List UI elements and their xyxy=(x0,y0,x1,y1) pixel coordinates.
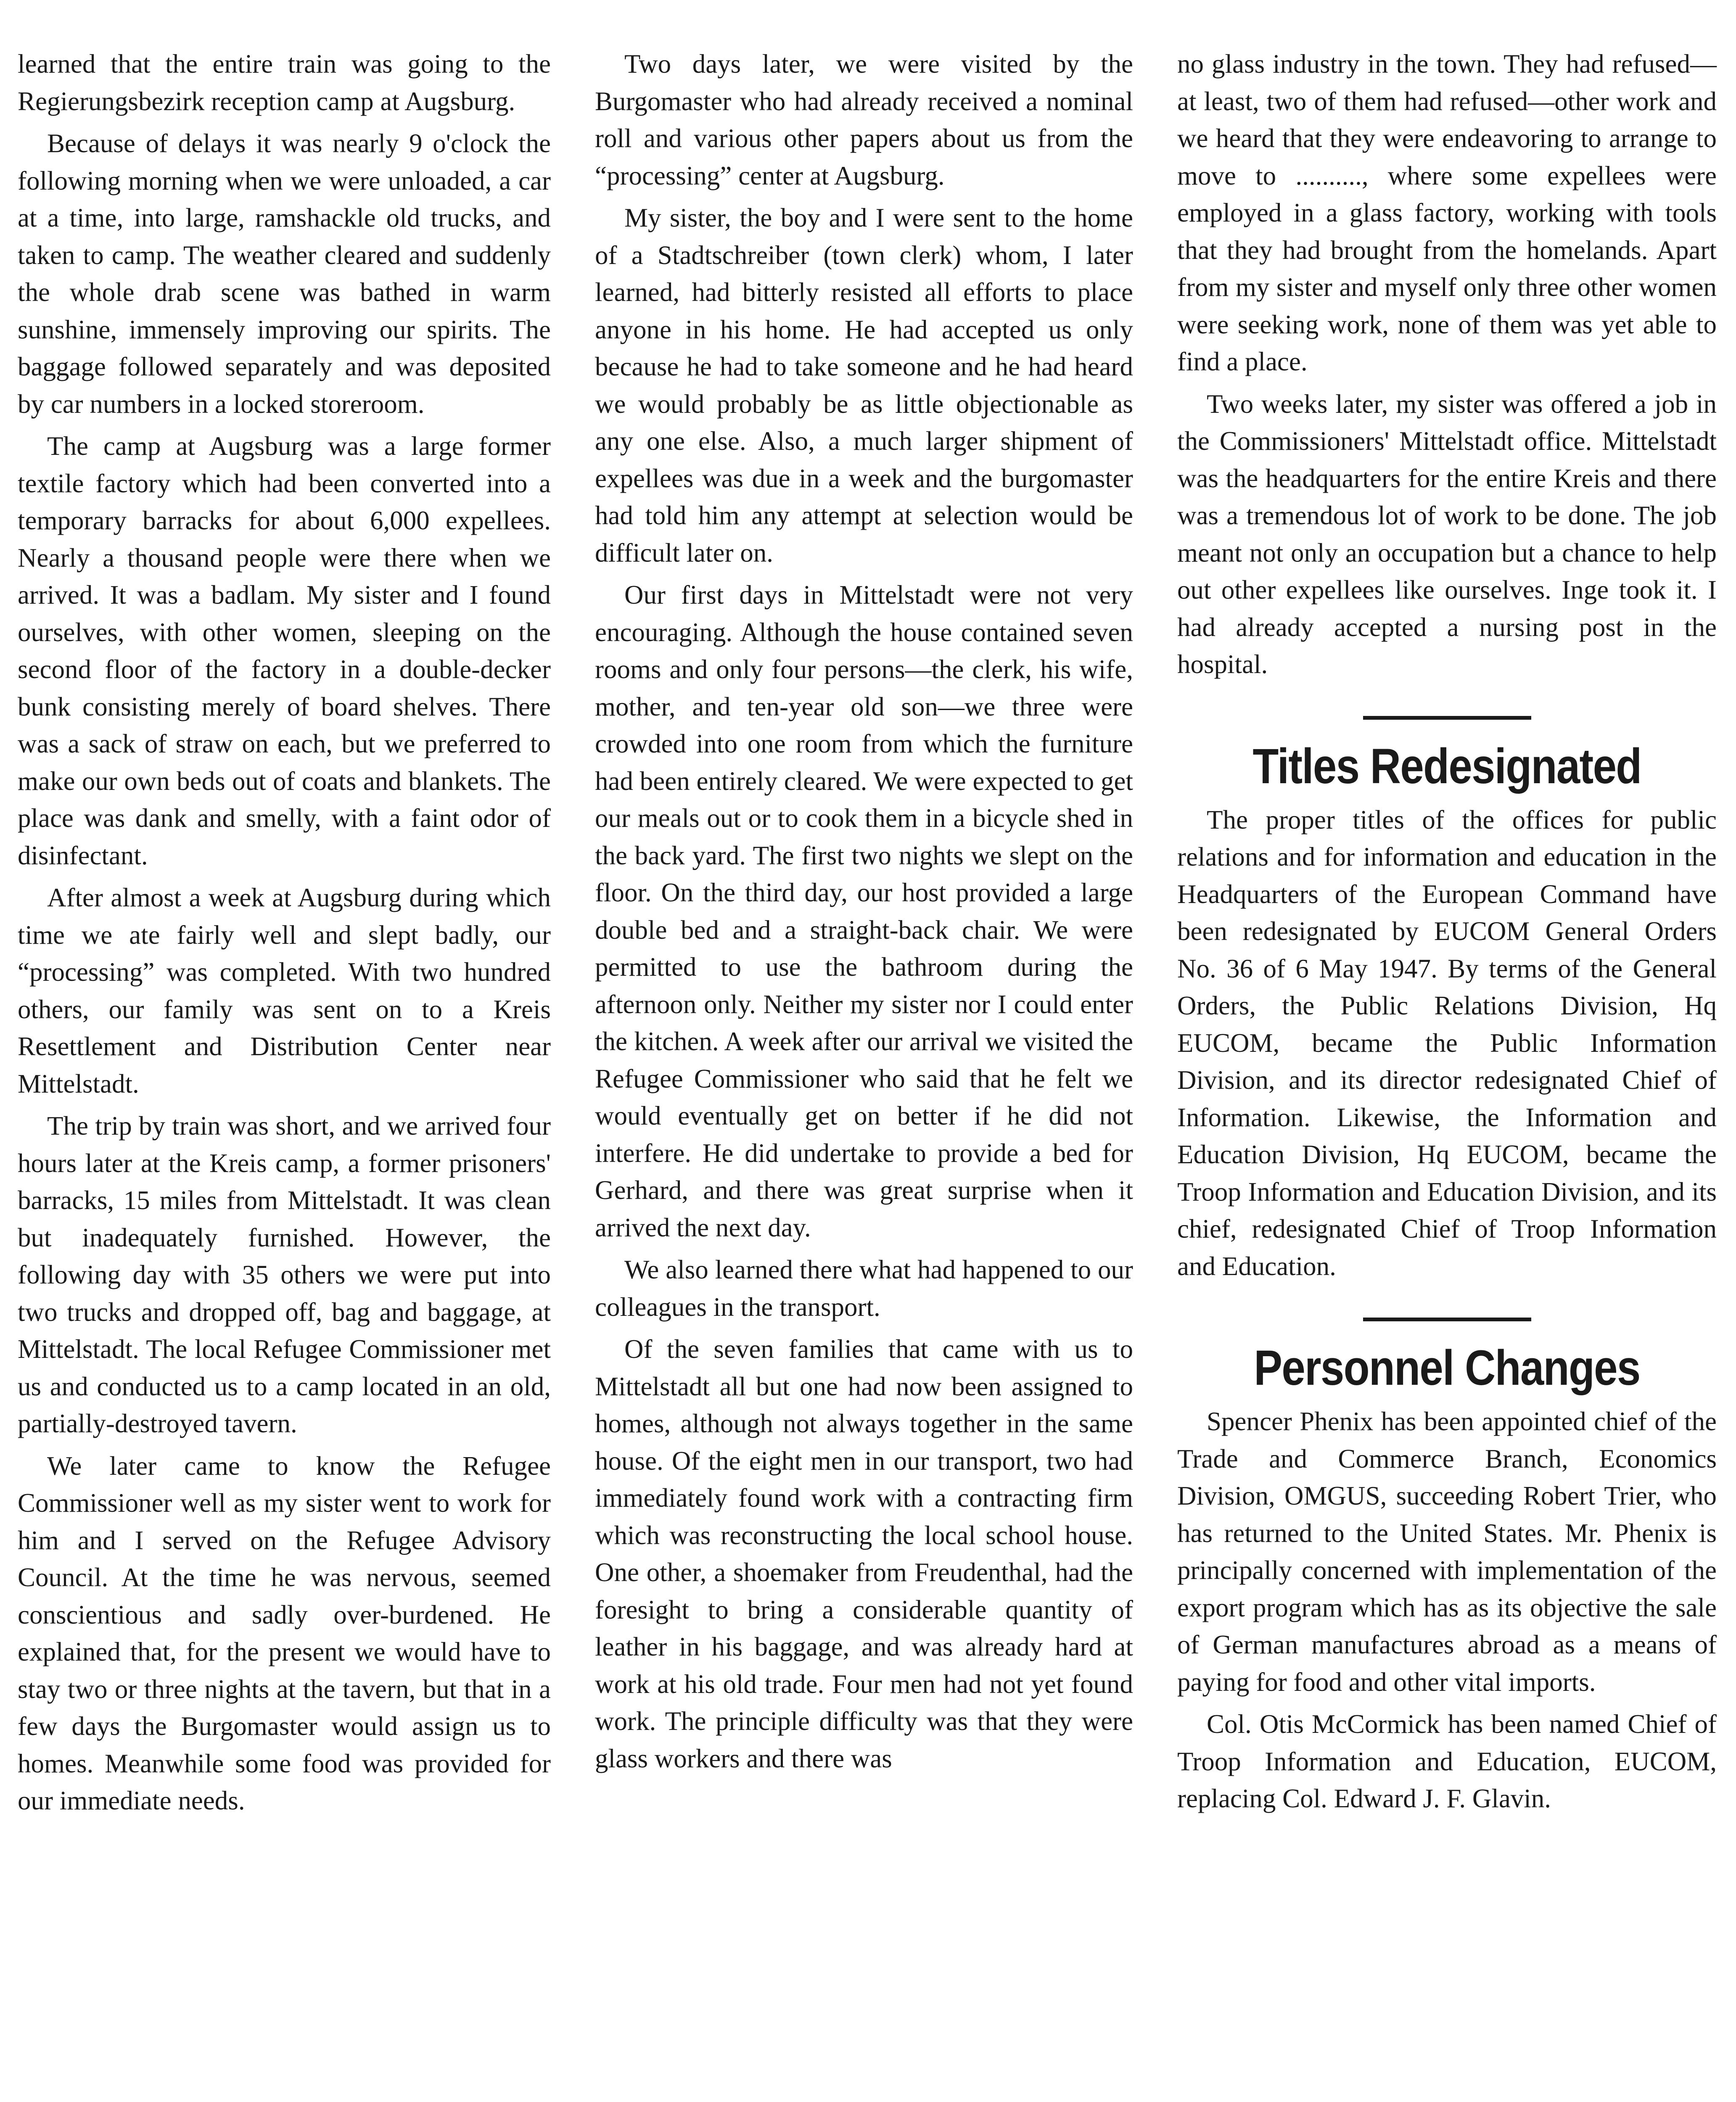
paragraph: The camp at Augsburg was a large former textile factory which had been converted into a temporary barracks for about 6,000 expellees. Nearly a thousand people were there when we arrived. It was a badlam. My sister and I found ourselves, with other women, sleeping on the second floor of the factory in a double-decker bunk consisting merely of board shelves. There was a sack of straw on each, but we preferred to make our own beds out of coats and blankets. The place was dank and smelly, with a faint odor of disinfectant. xyxy=(18,431,551,870)
section-heading-titles-redesignated: Titles Redesignated xyxy=(1252,738,1641,794)
left-column xyxy=(18,45,551,1825)
middle-column xyxy=(595,45,1133,1782)
paragraph: Because of delays it was nearly 9 o'clock the following morning when we were unloaded, a car at a time, into large, ramshackle old trucks, and taken to camp. The weather cleared and suddenly the whole drab scene was bathed in warm sunshine, immensely improving our spirits. The baggage followed separately and was deposited by car numbers in a locked storeroom. xyxy=(18,129,551,419)
paragraph: The trip by train was short, and we arrived four hours later at the Kreis camp, a former prisoners' barracks, 15 miles from Mittelstadt. It was clean but inadequately furnished. However, the following day with 35 others we were put into two trucks and dropped off, bag and baggage, at Mittelstadt. The local Refugee Commissioner met us and conducted us to a camp located in an old, partially-destroyed tavern. xyxy=(18,1111,551,1438)
section-divider xyxy=(1363,1318,1531,1321)
paragraph: The proper titles of the offices for public relations and for information and education in the Headquarters of the European Command have been redesignated by EUCOM General Orders No. 36 of 6 May 1947. By terms of the General Orders, the Public Relations Division, Hq EUCOM, became the Public Information Division, and its director redesignated Chief of Information. Likewise, the Information and Education Division, Hq EUCOM, became the Troop Information and Education Division, and its chief, redesignated Chief of Troop Information and Education. xyxy=(1177,805,1717,1281)
paragraph: We also learned there what had happened to our colleagues in the transport. xyxy=(595,1255,1133,1322)
paragraph: Our first days in Mittelstadt were not very encouraging. Although the house contained seven rooms and only four persons—the clerk, his wife, mother, and ten-year old son—we three were crowded into one room from which the furniture had been entirely cleared. We were expected to get our meals out or to cook them in a bicycle shed in the back yard. The first two nights we slept on the floor. On the third day, our host provided a large double bed and a straight-back chair. We were permitted to use the bathroom during the afternoon only. Neither my sister nor I could enter the kitchen. A week after our arrival we visited the Refugee Commissioner who said that he felt we would eventually get on better if he did not interfere. He did undertake to provide a bed for Gerhard, and there was great surprise when it arrived the next day. xyxy=(595,580,1133,1242)
section-heading-personnel-changes: Personnel Changes xyxy=(1254,1340,1640,1396)
paragraph: learned that the entire train was going to the Regierungsbezirk reception camp at Augsburg. xyxy=(18,49,551,116)
paragraph: Of the seven families that came with us to Mittelstadt all but one had now been assigned to homes, although not always together in the same house. Of the eight men in our transport, two had immediately found work with a contracting firm which was reconstructing the local school house. One other, a shoemaker from Freudenthal, had the foresight to bring a considerable quantity of leather in his baggage, and was already hard at work at his old trade. Four men had not yet found work. The principle difficulty was that they were glass workers and there was xyxy=(595,1334,1133,1773)
paragraph: My sister, the boy and I were sent to the home of a Stadtschreiber (town clerk) whom, I later learned, had bitterly resisted all efforts to place anyone in his home. He had accepted us only because he had to take someone and he had heard we would probably be as little objectionable as any one else. Also, a much larger shipment of expellees was due in a week and the burgomaster had told him any attempt at selection would be difficult later on. xyxy=(595,203,1133,568)
paragraph: Two days later, we were visited by the Burgomaster who had already received a nominal roll and various other papers about us from the “processing” center at Augsburg. xyxy=(595,49,1133,190)
paragraph: After almost a week at Augsburg during which time we ate fairly well and slept badly, our “processing” was completed. With two hundred others, our family was sent on to a Kreis Resettlement and Distribution Center near Mittelstadt. xyxy=(18,883,551,1099)
paragraph: no glass industry in the town. They had refused—at least, two of them had refused—other work and we heard that they were endeavoring to arrange to move to .........., where some expellees were employed in a glass factory, working with tools that they had brought from the homelands. Apart from my sister and myself only three other women were seeking work, none of them was yet able to find a place. xyxy=(1177,49,1717,376)
paragraph: Spencer Phenix has been appointed chief of the Trade and Commerce Branch, Economics Division, OMGUS, succeeding Robert Trier, who has returned to the United States. Mr. Phenix is principally concerned with implementation of the export program which has as its objective the sale of German manufactures abroad as a means of paying for food and other vital imports. xyxy=(1177,1407,1717,1697)
section-divider xyxy=(1363,716,1531,720)
paragraph: Two weeks later, my sister was offered a job in the Commissioners' Mittelstadt office. Mittelstadt was the headquarters for the entire Kreis and there was a tremendous lot of work to be done. The job meant not only an occupation but a chance to help out other expellees like ourselves. Inge took it. I had already accepted a nursing post in the hospital. xyxy=(1177,389,1717,679)
paragraph: We later came to know the Refugee Commissioner well as my sister went to work for him and I served on the Refugee Advisory Council. At the time he was nervous, seemed conscientious and sadly over-burdened. He explained that, for the present we would have to stay two or three nights at the tavern, but that in a few days the Burgomaster would assign us to homes. Meanwhile some food was provided for our immediate needs. xyxy=(18,1451,551,1815)
right-column xyxy=(1177,45,1717,1822)
paragraph: Col. Otis McCormick has been named Chief of Troop Information and Education, EUCOM, replacing Col. Edward J. F. Glavin. xyxy=(1177,1709,1717,1813)
